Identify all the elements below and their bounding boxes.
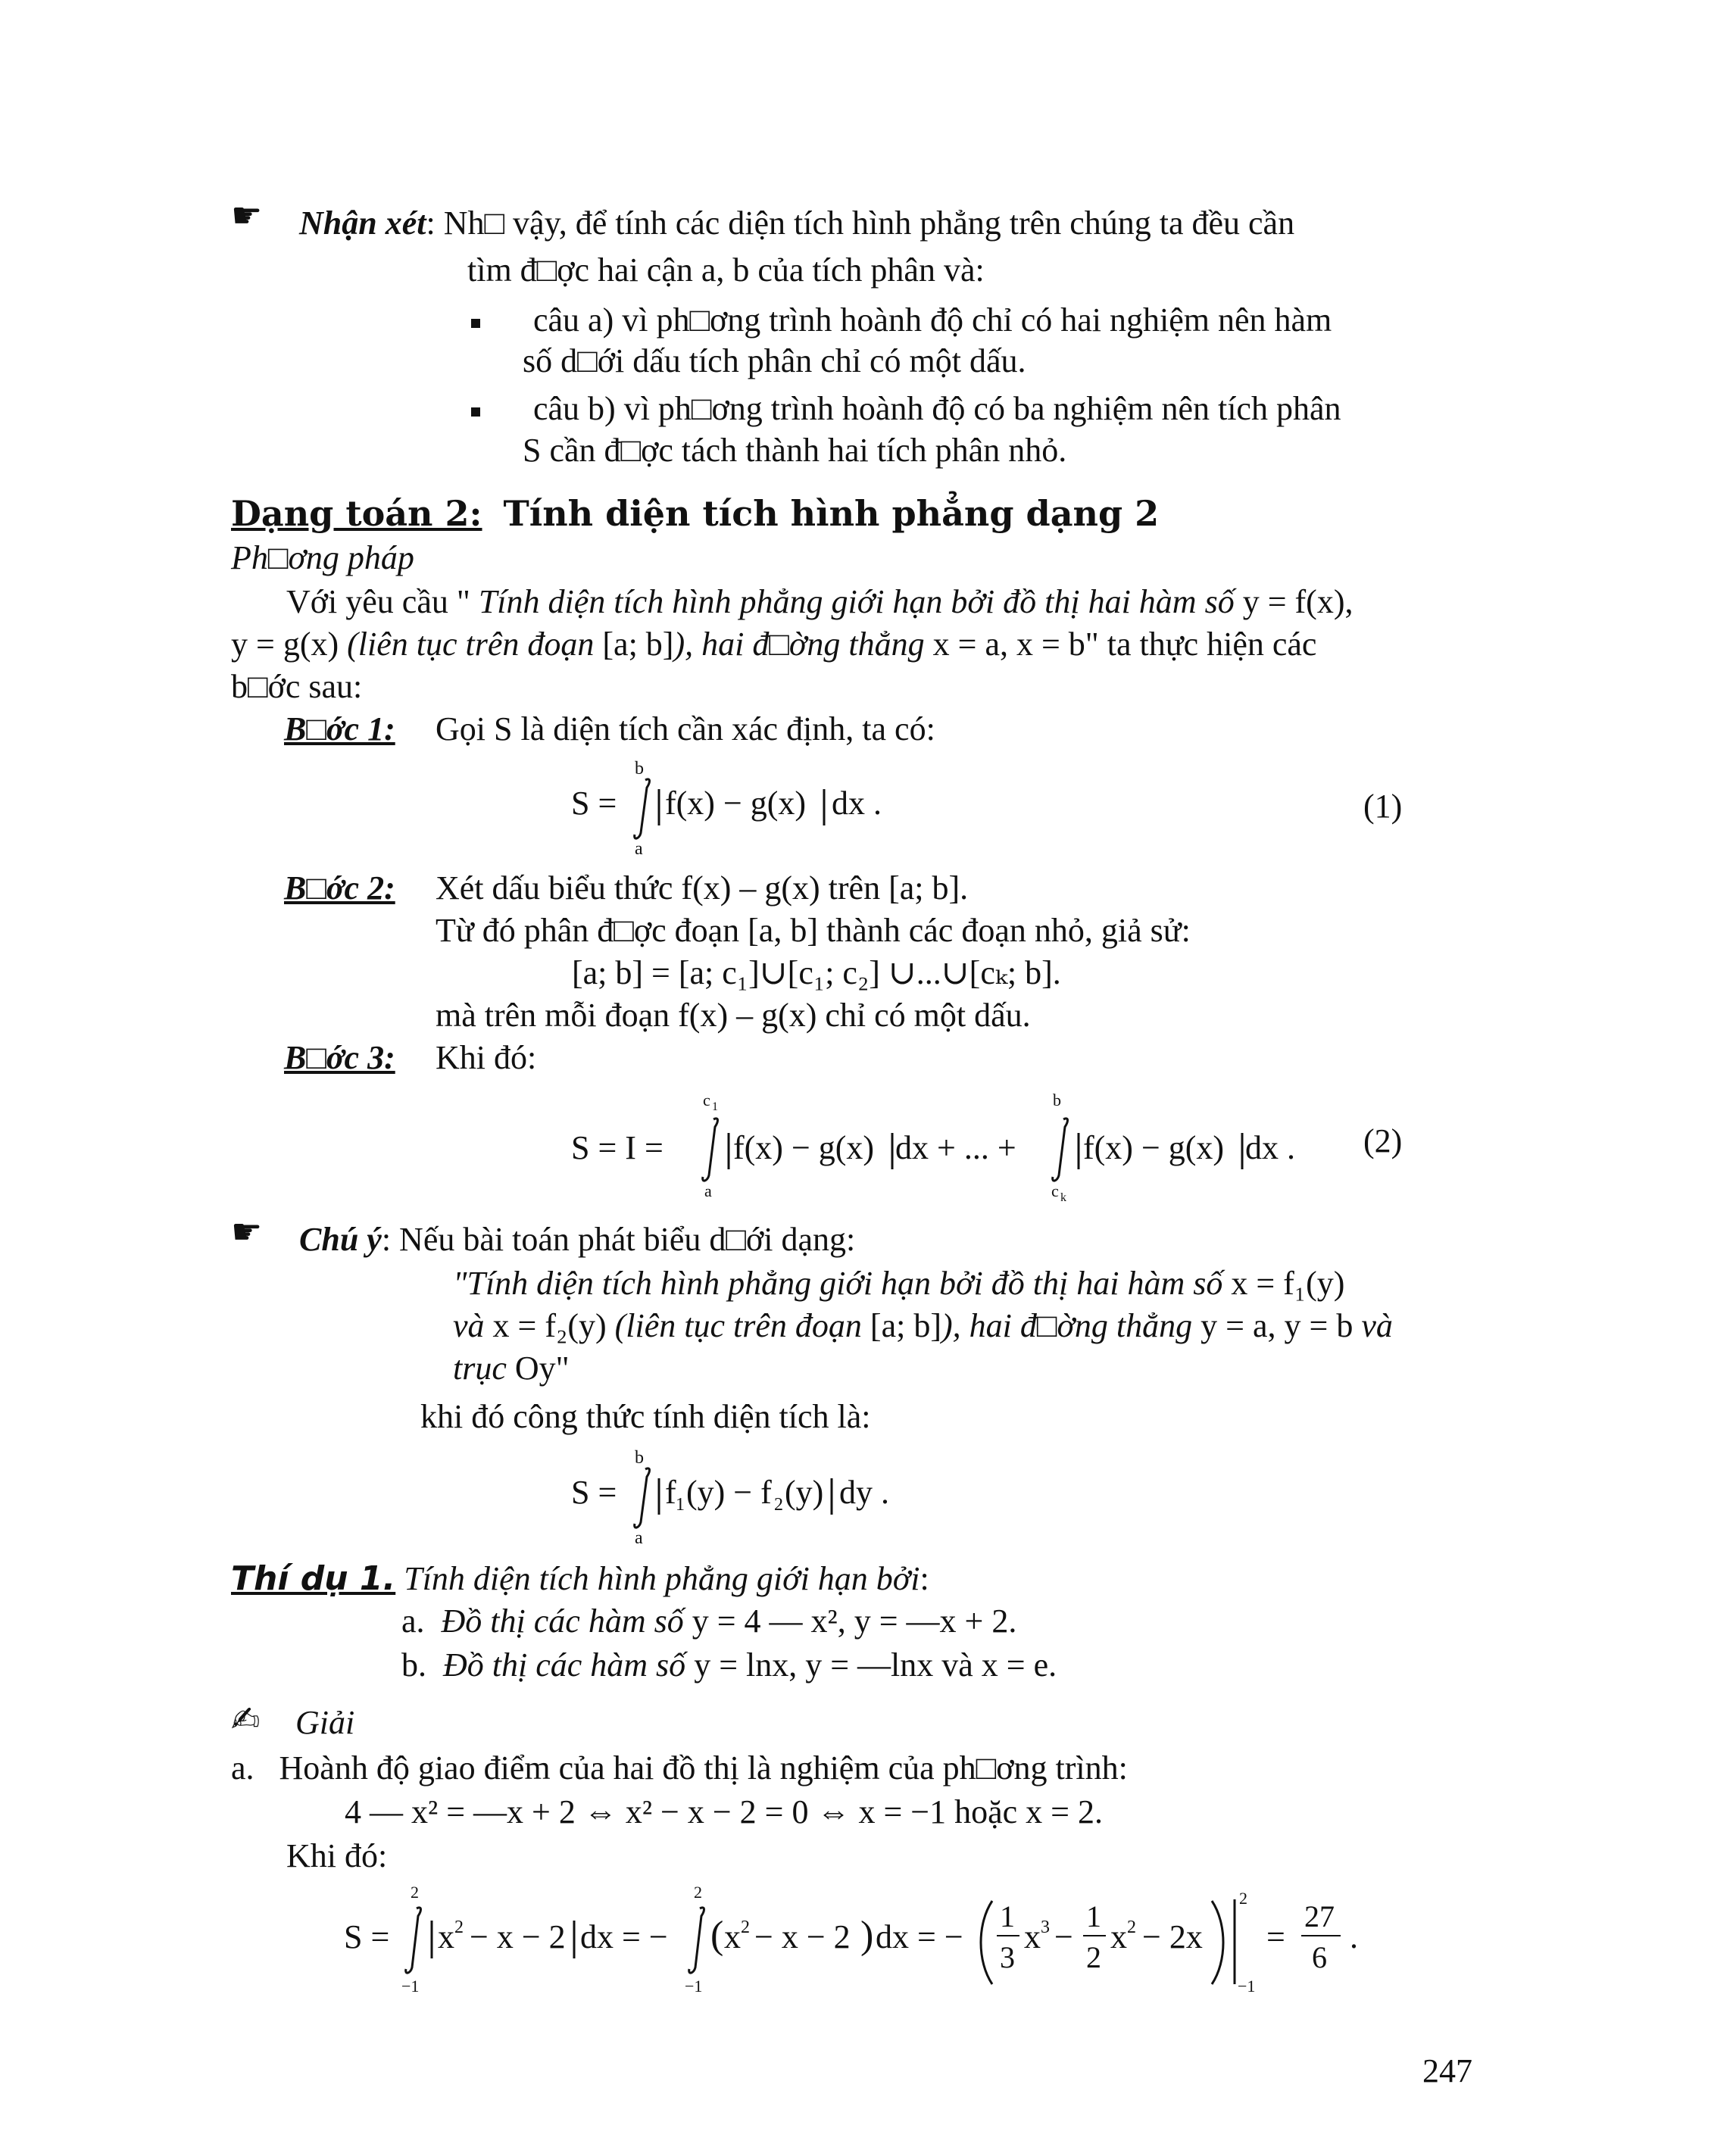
step-2-text-4: mà trên mỗi đoạn f(x) – g(x) chỉ có một dấu.	[436, 997, 1031, 1034]
svg-text:dx .: dx .	[832, 785, 882, 822]
intro-line-1: Với yêu cầu " Tính diện tích hình phẳng giới hạn bởi đồ thị hai hàm số y = f(x),	[286, 583, 1354, 620]
svg-text:f(x) − g(x): f(x) − g(x)	[1083, 1129, 1225, 1166]
svg-text:(y) − f: (y) − f	[686, 1474, 772, 1511]
remark-bullet-1-cont: số d□ới dấu tích phân chỉ có một dấu.	[523, 342, 1026, 379]
section-label: Dạng toán 2:	[231, 493, 482, 534]
svg-text:a: a	[704, 1181, 712, 1200]
svg-text:S =: S =	[344, 1918, 390, 1955]
svg-text:27: 27	[1304, 1899, 1335, 1933]
remark-bullet-1: câu a) vì ph□ơng trình hoành độ chỉ có hai nghiệm nên hàm	[471, 301, 1332, 340]
formula-4	[333, 1878, 1394, 1999]
svg-text:2: 2	[774, 1495, 783, 1515]
svg-text:f: f	[665, 1474, 676, 1511]
example-heading: Thí dụ 1. Tính diện tích hình phẳng giới hạn bởi:	[231, 1559, 929, 1598]
note-quote-1: "Tính diện tích hình phẳng giới hạn bởi đồ thị hai hàm số x = f₁(y)	[453, 1265, 1345, 1302]
page-number: 247	[1422, 2052, 1472, 2089]
formula-1-upper: b	[635, 759, 644, 779]
svg-text:2: 2	[411, 1883, 419, 1902]
remark-label: Nhận xét	[299, 204, 426, 242]
svg-text:x: x	[724, 1918, 741, 1955]
formula-1-lower: a	[635, 839, 643, 859]
writing-hand-icon: ✍	[231, 1699, 261, 1740]
svg-text:c: c	[703, 1091, 710, 1109]
svg-text:2: 2	[1239, 1889, 1247, 1908]
svg-text:x: x	[1110, 1918, 1127, 1955]
step-2-intervals: [a; b] = [a; c₁]∪[c₁; c₂] ∪...∪[cₖ; b].	[572, 954, 1061, 991]
svg-text:2: 2	[741, 1918, 750, 1937]
solution-label: Giải	[295, 1704, 355, 1741]
svg-text:−: −	[1054, 1918, 1073, 1955]
formula-1-number: (1)	[1363, 788, 1403, 825]
svg-text:k: k	[1060, 1191, 1066, 1204]
svg-text:2: 2	[1127, 1918, 1136, 1937]
svg-text:1: 1	[1000, 1899, 1015, 1933]
step-2-text-2: Từ đó phân đ□ợc đoạn [a, b] thành các đoạn nhỏ, giả sử:	[436, 912, 1191, 949]
svg-text:3: 3	[1000, 1940, 1015, 1974]
step-1-text: Gọi S là diện tích cần xác định, ta có:	[436, 710, 935, 747]
svg-text:2: 2	[694, 1883, 702, 1902]
svg-text:(y): (y)	[785, 1474, 824, 1511]
section-title: Tính diện tích hình phẳng dạng 2	[503, 493, 1160, 534]
svg-text:S =: S =	[571, 785, 617, 822]
solution-a-then: Khi đó:	[286, 1837, 388, 1874]
svg-text:6: 6	[1312, 1940, 1327, 1974]
note-line-1: Chú ý: Nếu bài toán phát biểu d□ới dạng:	[299, 1221, 856, 1258]
svg-text:1: 1	[1086, 1899, 1101, 1933]
svg-text:−1: −1	[1238, 1977, 1256, 1996]
svg-text:dy .: dy .	[839, 1474, 889, 1511]
svg-text:a: a	[635, 1528, 643, 1548]
step-3-label: B□ớc 3:	[284, 1039, 395, 1076]
svg-text:b: b	[635, 1448, 644, 1468]
intro-line-2: y = g(x) (liên tục trên đoạn [a; b]), hai đ□ờng thẳng x = a, x = b" ta thực hiện các	[231, 626, 1317, 663]
section-heading	[231, 494, 1159, 535]
svg-text:−1: −1	[685, 1977, 703, 1996]
svg-text:=: =	[1266, 1918, 1285, 1955]
method-label: Ph□ơng pháp	[231, 539, 414, 576]
svg-text:2: 2	[454, 1918, 464, 1937]
formula-2-number: (2)	[1363, 1122, 1403, 1159]
intro-line-3: b□ớc sau:	[231, 668, 363, 705]
svg-text:f(x) − g(x): f(x) − g(x)	[665, 785, 807, 822]
step-3-text: Khi đó:	[436, 1039, 537, 1076]
bullet-icon	[471, 319, 480, 328]
remark-line-2: tìm đ□ợc hai cận a, b của tích phân và:	[467, 251, 985, 289]
svg-text:1: 1	[676, 1495, 685, 1515]
svg-text:1: 1	[712, 1100, 718, 1113]
remark-bullet-2-cont: S cần đ□ợc tách thành hai tích phân nhỏ.	[523, 432, 1067, 469]
remark-text: : Nh□ vậy, để tính các diện tích hình phẳng trên chúng ta đều cần	[426, 204, 1295, 242]
svg-text:S = I =: S = I =	[571, 1129, 663, 1166]
remark-bullet-2: câu b) vì ph□ơng trình hoành độ có ba nghiệm nên tích phân	[471, 390, 1341, 429]
pointing-hand-icon: ☛	[231, 1211, 263, 1252]
example-item-a: a. Đồ thị các hàm số y = 4 — x², y = —x + 2.	[401, 1602, 1017, 1640]
svg-text:(: (	[710, 1914, 724, 1957]
bullet-icon	[471, 407, 480, 417]
svg-text:− 2x: − 2x	[1142, 1918, 1203, 1955]
svg-text:dx = −: dx = −	[876, 1918, 963, 1955]
svg-text:f(x) − g(x): f(x) − g(x)	[733, 1129, 875, 1166]
svg-text:− x − 2: − x − 2	[470, 1918, 566, 1955]
svg-text:dx + ... +: dx + ... +	[895, 1129, 1016, 1166]
step-1-label: B□ớc 1:	[284, 710, 395, 747]
example-label: Thí dụ 1.	[231, 1559, 396, 1598]
svg-text:−1: −1	[401, 1977, 420, 1996]
svg-text:): )	[860, 1914, 874, 1957]
note-text-2: khi đó công thức tính diện tích là:	[420, 1398, 871, 1435]
svg-text:x: x	[438, 1918, 454, 1955]
formula-3	[560, 1439, 954, 1553]
svg-text:2: 2	[1086, 1940, 1101, 1974]
solution-a: a. Hoành độ giao điểm của hai đồ thị là nghiệm của ph□ơng trình:	[231, 1749, 1128, 1787]
svg-text:b: b	[1053, 1091, 1061, 1109]
svg-text:3: 3	[1041, 1918, 1050, 1937]
step-2-text: Xét dấu biểu thức f(x) – g(x) trên [a; b].	[436, 869, 969, 907]
pointing-hand-icon: ☛	[231, 195, 263, 236]
svg-text:dx .: dx .	[1245, 1129, 1295, 1166]
note-label: Chú ý	[299, 1221, 382, 1258]
solution-a-equation: 4 — x² = —x + 2 ⇔ x² − x − 2 = 0 ⇔ x = −1 hoặc x = 2.	[345, 1793, 1103, 1830]
remark-line-1	[299, 204, 1294, 243]
svg-text:c: c	[1051, 1181, 1059, 1200]
formula-2	[560, 1083, 1318, 1212]
formula-1	[560, 750, 954, 863]
svg-text:dx = −: dx = −	[580, 1918, 668, 1955]
note-quote-2: và x = f₂(y) (liên tục trên đoạn [a; b]), hai đ□ờng thẳng y = a, y = b và	[453, 1307, 1393, 1344]
example-item-b: b. Đồ thị các hàm số y = lnx, y = —lnx và x = e.	[401, 1646, 1057, 1684]
svg-text:S =: S =	[571, 1474, 617, 1511]
svg-text:− x − 2: − x − 2	[754, 1918, 851, 1955]
step-2-label: B□ớc 2:	[284, 869, 395, 907]
svg-text:x: x	[1024, 1918, 1041, 1955]
svg-text:.: .	[1350, 1918, 1358, 1955]
note-quote-3: trục Oy"	[453, 1350, 570, 1387]
